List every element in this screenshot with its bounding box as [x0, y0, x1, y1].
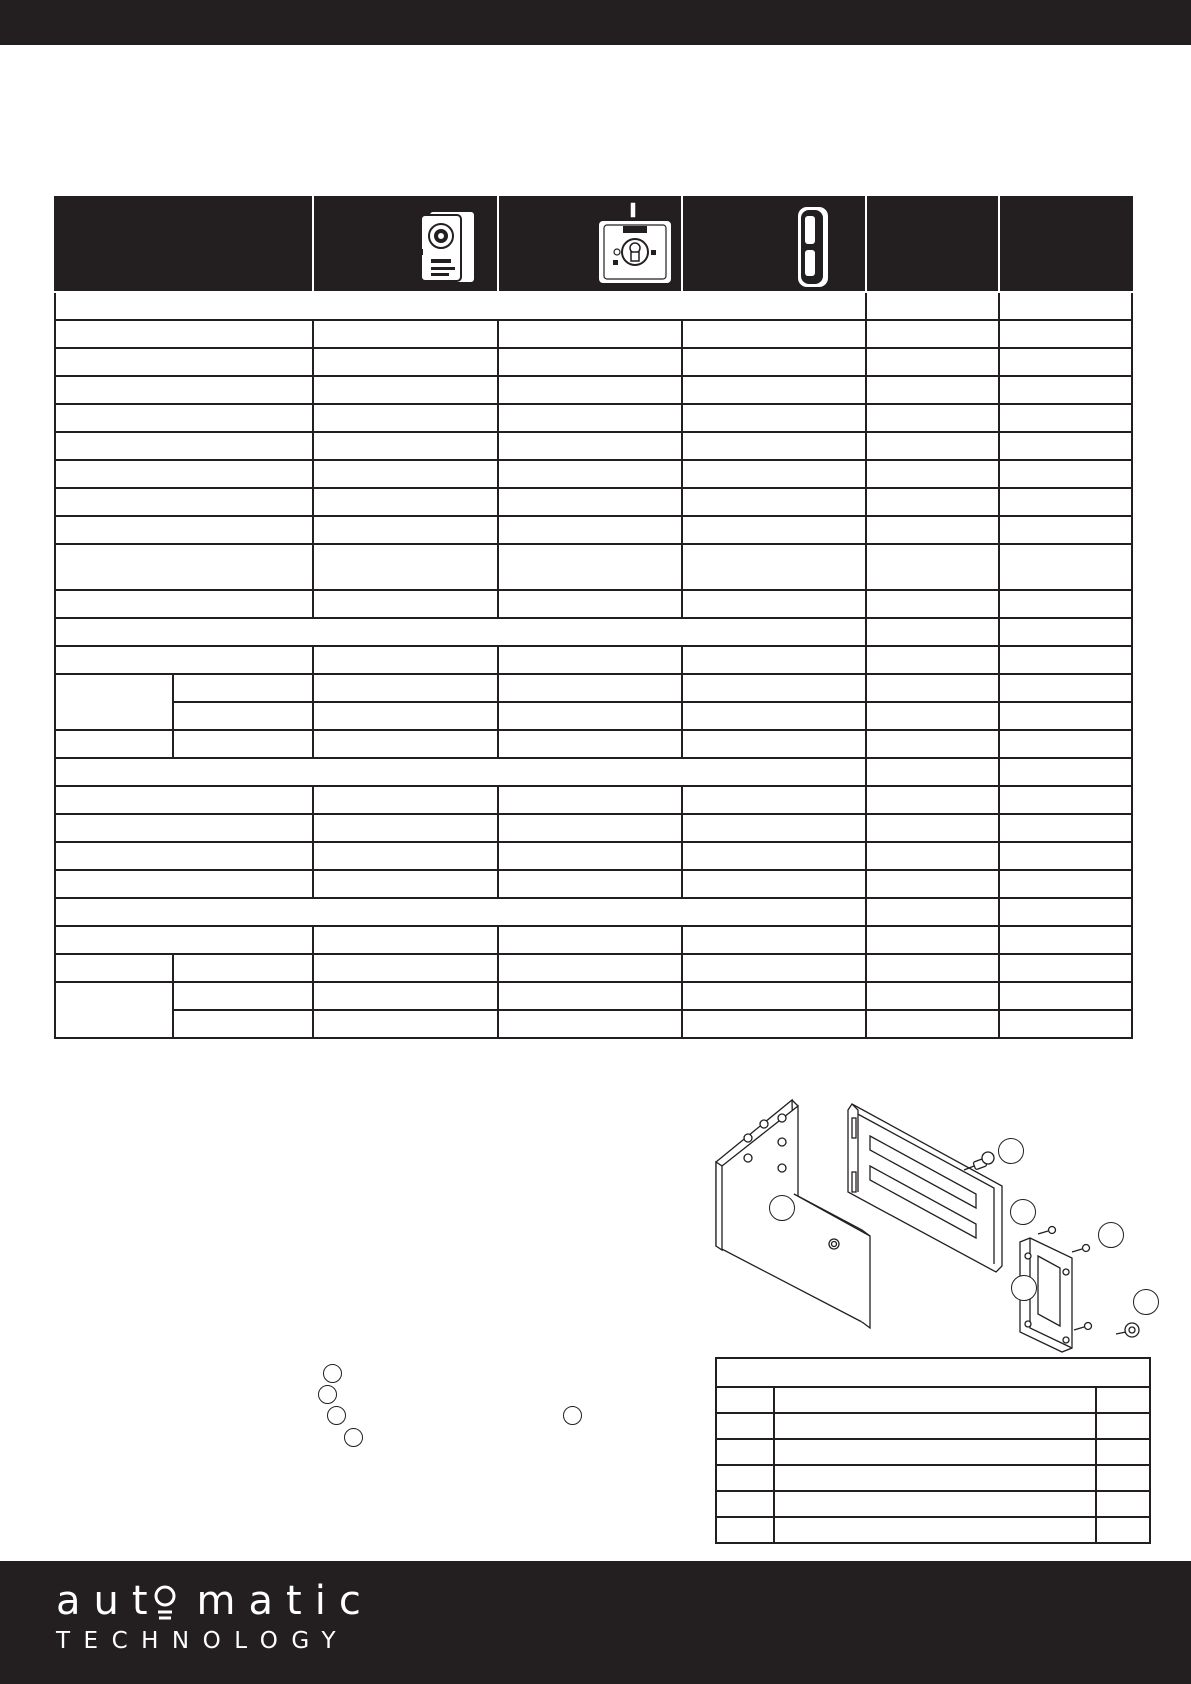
table-row — [55, 814, 1132, 842]
section-row — [55, 618, 1132, 646]
table-row — [55, 926, 1132, 954]
table-row — [55, 348, 1132, 376]
callout-circle — [1133, 1289, 1159, 1315]
table-row — [55, 730, 1132, 758]
brand-logo-subtitle: TECHNOLOGY — [56, 1628, 350, 1654]
table-row — [716, 1413, 1150, 1439]
table-row — [55, 674, 1132, 702]
table-row — [716, 1465, 1150, 1491]
callout-circle — [1010, 1199, 1036, 1225]
header-cell-spare-1 — [866, 197, 999, 292]
key-switch-icon — [595, 200, 675, 290]
photo-beam-sensor-icon — [411, 201, 481, 291]
parts-list-table — [715, 1357, 1151, 1544]
table-row — [55, 320, 1132, 348]
table-row — [55, 954, 1132, 982]
retro-reflective-sensor-icon — [791, 202, 835, 292]
header-cell-product-3 — [682, 197, 866, 292]
callout-circle-small — [344, 1428, 363, 1447]
parts-table-title-row — [716, 1358, 1150, 1387]
callout-circle — [769, 1195, 795, 1221]
section-row — [55, 292, 1132, 320]
logo-letters-left: aut — [56, 1578, 161, 1624]
table-row — [55, 1010, 1132, 1038]
table-row — [55, 404, 1132, 432]
table-row — [716, 1517, 1150, 1543]
callout-circle-small — [323, 1364, 342, 1383]
brand-logo-wordmark — [56, 1578, 374, 1624]
parts-table-header-row — [716, 1387, 1150, 1413]
callout-circle — [998, 1138, 1024, 1164]
header-cell-label — [55, 197, 313, 292]
table-row — [55, 488, 1132, 516]
table-row — [716, 1491, 1150, 1517]
lightbulb-icon — [56, 1578, 57, 1579]
callout-circle — [1098, 1222, 1124, 1248]
table-row — [55, 702, 1132, 730]
callout-circle-small — [563, 1406, 582, 1425]
table-row — [716, 1439, 1150, 1465]
table-row — [55, 982, 1132, 1010]
specification-table — [54, 196, 1133, 1039]
table-row — [55, 842, 1132, 870]
logo-letters-right: matic — [196, 1578, 374, 1624]
table-row — [55, 460, 1132, 488]
table-row — [55, 544, 1132, 590]
section-row — [55, 758, 1132, 786]
header-cell-spare-2 — [999, 197, 1132, 292]
callout-circle — [1011, 1275, 1037, 1301]
callout-circle-small — [318, 1385, 337, 1404]
table-row — [55, 786, 1132, 814]
table-row — [55, 376, 1132, 404]
table-header-row — [55, 197, 1132, 292]
top-header-bar — [0, 0, 1191, 45]
table-row — [55, 590, 1132, 618]
header-cell-product-2 — [498, 197, 682, 292]
table-row — [55, 646, 1132, 674]
table-row — [55, 870, 1132, 898]
table-row — [55, 516, 1132, 544]
table-row — [55, 432, 1132, 460]
callout-circle-small — [327, 1406, 346, 1425]
section-row — [55, 898, 1132, 926]
header-cell-product-1 — [313, 197, 498, 292]
